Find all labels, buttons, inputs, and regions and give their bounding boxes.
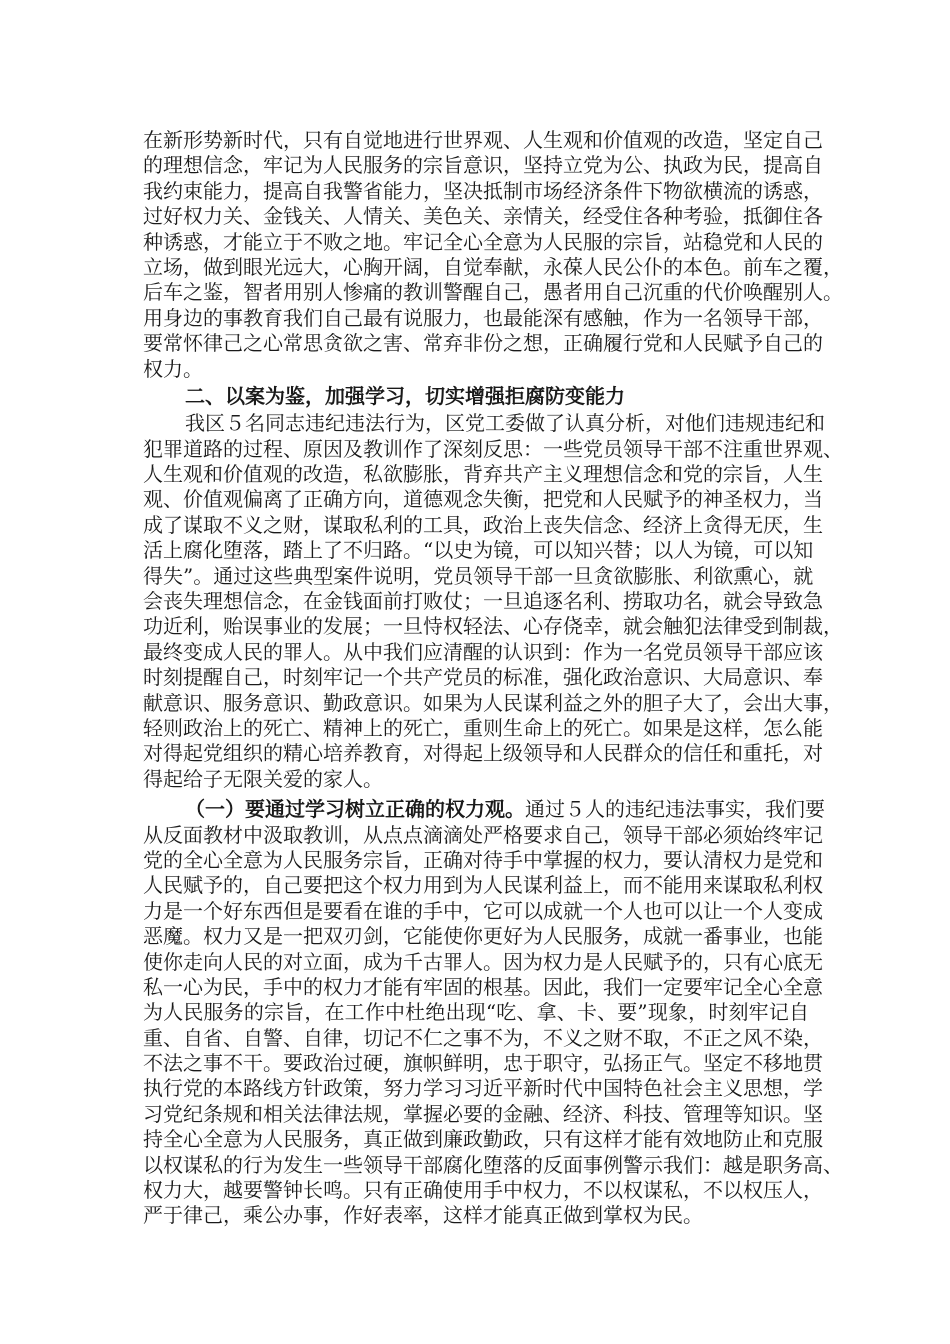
paragraph1-line: 权力。 [143,356,203,381]
paragraph-3-line [143,797,825,822]
paragraph1-line: 过好权力关、金钱关、人情关、美色关、亲情关，经受住各种考验，抵御住各 [143,204,823,229]
paragraph1-line: 后车之鉴，智者用别人惨痛的教训警醒自己，愚者用自己沉重的代价唤醒别人。 [143,280,843,305]
section-heading: 二、以案为鉴，加强学习，切实增强拒腐防变能力 [185,383,625,408]
paragraph2-line: 成了谋取不义之财，谋取私利的工具，政治上丧失信念、经济上贪得无厌，生 [143,512,823,537]
paragraph3-line: 恶魔。权力又是一把双刃剑，它能使你更好为人民服务，成就一番事业，也能 [143,924,823,949]
paragraph3-line: 党的全心全意为人民服务宗旨，正确对待手中掌握的权力，要认清权力是党和 [143,847,823,872]
paragraph-3 [143,797,843,1229]
paragraph2-line: 时刻提醒自己，时刻牢记一个共产党员的标准，强化政治意识、大局意识、奉 [143,665,823,690]
paragraph2-line: 活上腐化堕落，踏上了不归路。“以史为镜，可以知兴替；以人为镜，可以知 [143,538,814,563]
paragraph3-line: 严于律己，乘公办事，作好表率，这样才能真正做到掌权为民。 [143,1203,703,1228]
paragraph2-line: 献意识、服务意识、勤政意识。如果为人民谋利益之外的胆子大了，会出大事， [143,690,843,715]
paragraph1-line: 在新形势新时代，只有自觉地进行世界观、人生观和价值观的改造，坚定自己 [143,128,823,152]
paragraph3-line: 力是一个好东西但是要看在谁的手中，它可以成就一个人也可以让一个人变成 [143,898,823,923]
paragraph1-line: 种诱惑，才能立于不败之地。牢记全心全意为人民服的宗旨，站稳党和人民的 [143,229,823,254]
paragraph3-line: 不法之事不干。要政治过硬，旗帜鲜明，忠于职守，弘扬正气。坚定不移地贯 [143,1051,823,1076]
paragraph3-line: 习党纪条规和相关法律法规，掌握必要的金融、经济、科技、管理等知识。坚 [143,1101,823,1126]
paragraph2-line: 得失”。通过这些典型案件说明，党员领导干部一旦贪欲膨胀、利欲熏心，就 [143,563,814,588]
paragraph3-line: 私一心为民，手中的权力才能有牢固的根基。因此，我们一定要牢记全心全意 [143,974,823,999]
paragraph2-line: 得起给子无限关爱的家人。 [143,766,383,791]
paragraph3-line: 使你走向人民的对立面，成为千古罪人。因为权力是人民赋予的，只有心底无 [143,949,823,974]
first-line-text: 通过５人的违纪违法事实，我们要 [525,797,825,822]
paragraph2-line: 轻则政治上的死亡、精神上的死亡，重则生命上的死亡。如果是这样，怎么能 [143,715,823,740]
paragraph1-line: 用身边的事教育我们自己最有说服力，也最能深有感触，作为一名领导干部， [143,305,823,330]
paragraph-1 [143,128,843,382]
paragraph2-line: 观、价值观偏离了正确方向，道德观念失衡，把党和人民赋予的神圣权力，当 [143,487,823,512]
paragraph3-line: 为人民服务的宗旨，在工作中杜绝出现“吃、拿、卡、要”现象，时刻牢记自 [143,1000,809,1025]
paragraph-2 [143,411,843,792]
subheading-bold-lead: （一）要通过学习树立正确的权力观。 [185,797,525,822]
paragraph2-line: 最终变成人民的罪人。从中我们应清醒的认识到：作为一名党员领导干部应该 [143,639,823,664]
paragraph2-line: 人生观和价值观的改造，私欲膨胀，背弃共产主义理想信念和党的宗旨，人生 [143,462,823,487]
paragraph3-line: 持全心全意为人民服务，真正做到廉政勤政，只有这样才能有效地防止和克服 [143,1127,823,1152]
paragraph3-line: 以权谋私的行为发生一些领导干部腐化堕落的反面事例警示我们：越是职务高、 [143,1152,843,1177]
paragraph1-line: 的理想信念，牢记为人民服务的宗旨意识，坚持立党为公、执政为民，提高自 [143,153,823,178]
paragraph1-line: 立场，做到眼光远大，心胸开阔，自觉奉献，永葆人民公仆的本色。前车之覆， [143,254,843,279]
paragraph1-line: 我约束能力，提高自我警省能力，坚决抵制市场经济条件下物欲横流的诱惑， [143,178,823,203]
paragraph2-line: 犯罪道路的过程、原因及教训作了深刻反思：一些党员领导干部不注重世界观、 [143,436,843,461]
paragraph2-line: 会丧失理想信念，在金钱面前打败仗；一旦追逐名利、捞取功名，就会导致急 [143,589,823,614]
paragraph3-line: 权力大，越要警钟长鸣。只有正确使用手中权力，不以权谋私，不以权压人， [143,1178,823,1203]
paragraph3-line: 从反面教材中汲取教训，从点点滴滴处严格要求自己，领导干部必须始终牢记 [143,822,823,847]
paragraph1-line: 要常怀律己之心常思贪欲之害、常弃非份之想，正确履行党和人民赋予自己的 [143,331,823,356]
paragraph2-line: 我区５名同志违纪违法行为，区党工委做了认真分析，对他们违规违纪和 [185,411,825,436]
paragraph3-line: 重、自省、自警、自律，切记不仁之事不为，不义之财不取，不正之风不染， [143,1025,823,1050]
paragraph2-line: 功近利，贻误事业的发展；一旦恃权轻法、心存侥幸，就会触犯法律受到制裁， [143,614,843,639]
paragraph3-line: 人民赋予的，自己要把这个权力用到为人民谋利益上，而不能用来谋取私利权 [143,873,823,898]
paragraph3-line: 执行党的本路线方针政策，努力学习习近平新时代中国特色社会主义思想，学 [143,1076,823,1101]
document-page [143,128,843,1229]
paragraph2-line: 对得起党组织的精心培养教育，对得起上级领导和人民群众的信任和重托，对 [143,741,823,766]
